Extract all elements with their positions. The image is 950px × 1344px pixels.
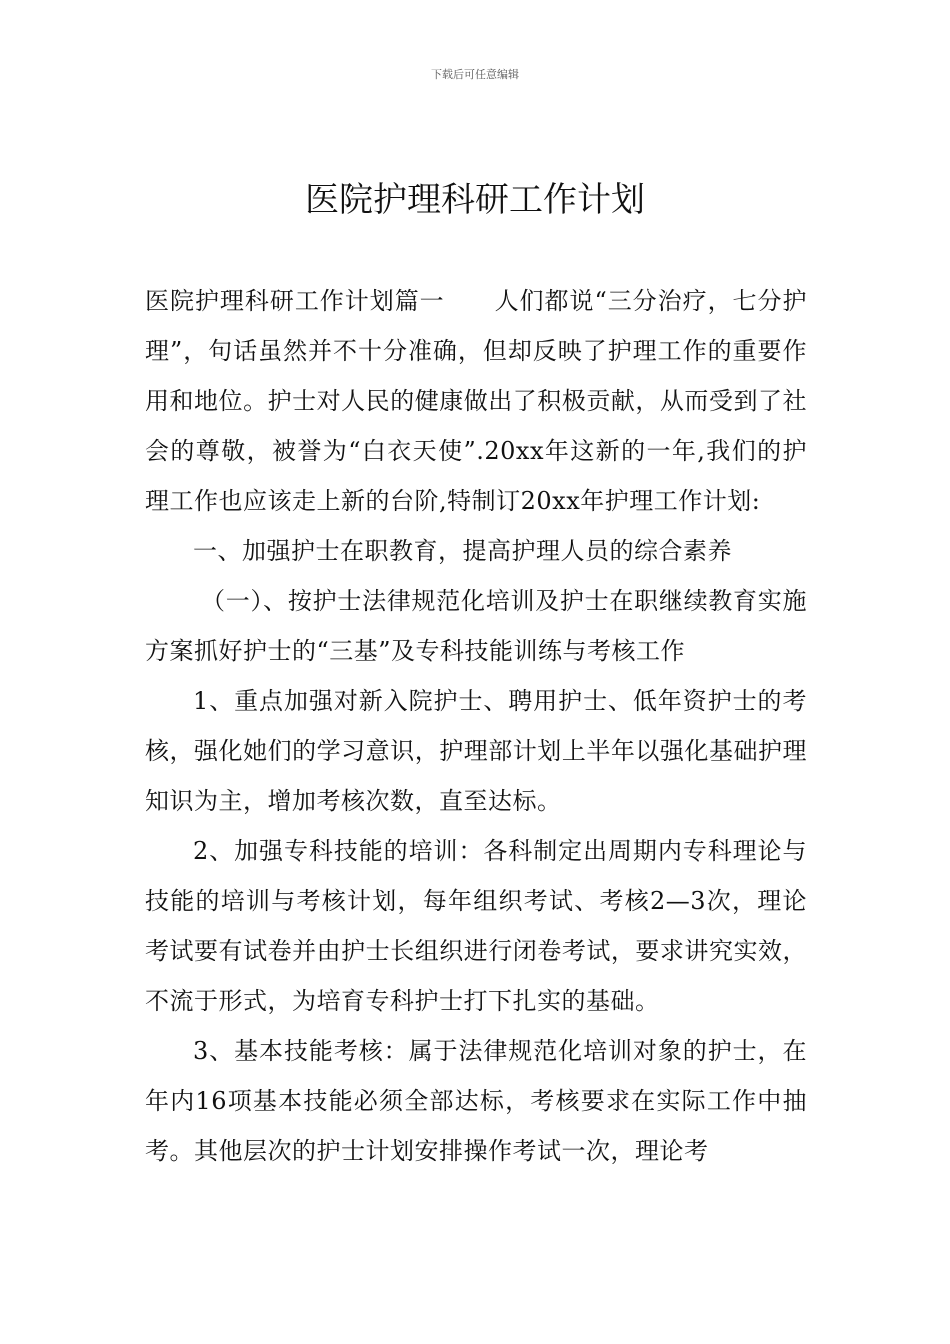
subsection-heading-1: （一）、按护士法律规范化培训及护士在职继续教育实施方案抓好护士的“三基”及专科技能训练与考核工作 (145, 587, 807, 665)
paragraph-item-1: 1、重点加强对新入院护士、聘用护士、低年资护士的考核，强化她们的学习意识，护理部计划上半年以强化基础护理知识为主，增加考核次数，直至达标。 (145, 687, 807, 815)
document-title: 医院护理科研工作计划 (305, 180, 645, 220)
document-body (145, 276, 807, 1176)
section-heading-1: 一、加强护士在职教育，提高护理人员的综合素养 (193, 537, 732, 565)
paragraph-item-2: 2、加强专科技能的培训：各科制定出周期内专科理论与技能的培训与考核计划，每年组织考试、考核2—3次，理论考试要有试卷并由护士长组织进行闭卷考试，要求讲究实效，不流于形式，为培育专科护士打下扎实的基础。 (145, 837, 807, 1015)
paragraph-item-3: 3、基本技能考核：属于法律规范化培训对象的护士，在年内16项基本技能必须全部达标，考核要求在实际工作中抽考。其他层次的护士计划安排操作考试一次，理论考 (145, 1037, 807, 1165)
paragraph-intro: 医院护理科研工作计划篇一 人们都说“三分治疗，七分护理”，句话虽然并不十分准确，但却反映了护理工作的重要作用和地位。护士对人民的健康做出了积极贡献，从而受到了社会的尊敬，被誉为“白衣天使”.20xx年这新的一年,我们的护理工作也应该走上新的台阶,特制订20xx年护理工作计划: (145, 287, 807, 515)
header-note: 下载后可任意编辑 (431, 68, 519, 81)
